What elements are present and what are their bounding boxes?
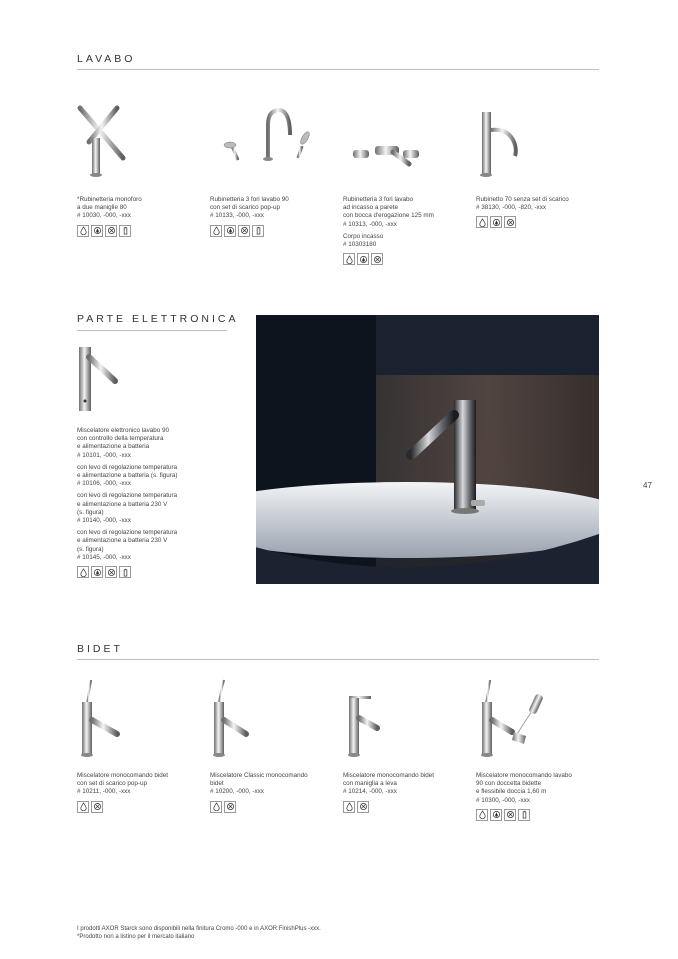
energy-drop-icon [490,216,502,228]
product-description [77,196,207,221]
drain-icon [252,225,264,237]
product-card [77,100,207,237]
energy-drop-icon [91,566,103,578]
feature-icons [77,225,207,237]
product-text: Rubinetteria 3 fori lavabo ad incasso a parete con bocca d'erogazione 125 mm # 10313, -000, -xxx [343,196,434,228]
product-text: Rubinetto 70 senza set di scarico # 38130, -000, -820, -xxx [476,196,569,212]
product-card [210,676,340,813]
faucet-image [343,100,473,196]
water-drop-icon [77,566,89,578]
no-cold-water-icon [504,216,516,228]
product-card [77,676,207,813]
feature-icons [476,809,606,821]
section-divider [77,330,227,331]
water-drop-icon [476,809,488,821]
footer-note [77,925,321,941]
product-text: con levo di regolazione temperatura e alimentazione a batteria 230 V (s. figura) # 10145, -000, -xxx [77,529,178,561]
energy-drop-icon [490,809,502,821]
product-description [210,772,340,797]
product-text: Miscelatore elettronico lavabo 90 con controllo della temperatura e alimentazione a batteria # 10101, -000, -xxx [77,427,170,459]
water-drop-icon [343,801,355,813]
no-cold-water-icon [105,566,117,578]
product-description [476,196,606,212]
faucet-image [77,343,237,427]
energy-drop-icon [224,225,236,237]
energy-drop-icon [357,253,369,265]
faucet-image [343,676,473,772]
water-drop-icon [210,801,222,813]
drain-icon [119,566,131,578]
no-cold-water-icon [371,253,383,265]
product-card [343,676,473,813]
energy-drop-icon [91,225,103,237]
faucet-image [210,676,340,772]
faucet-image [210,100,340,196]
feature-icons [210,225,340,237]
feature-icons [343,253,473,265]
product-photo [256,315,599,584]
feature-icons [476,216,606,228]
product-card [77,343,237,578]
water-drop-icon [77,801,89,813]
drain-icon [518,809,530,821]
product-description [343,196,473,249]
section-title-bidet: BIDET [77,643,123,655]
feature-icons [210,801,340,813]
water-drop-icon [210,225,222,237]
product-text: *Rubinetteria monoforo a due maniglie 80 # 10030, -000, -xxx [77,196,142,220]
feature-icons [77,801,207,813]
product-description [210,196,340,221]
product-text: Miscelatore monocomando bidet con maniglia a leva # 10214, -000, -xxx [343,772,435,796]
no-cold-water-icon [504,809,516,821]
product-description [77,772,207,797]
water-drop-icon [77,225,89,237]
product-card [476,676,606,821]
product-text: con levo di regolazione temperatura e alimentazione a batteria 230 V (s. figura) # 10140, -000, -xxx [77,492,178,525]
footer-line: *Prodotto non a listino per il mercato italiano [77,934,195,940]
faucet-image [77,676,207,772]
product-text: Miscelatore monocomando lavabo 90 con doccetta bidette e flessibile doccia 1,60 m # 10300, -000, -xxx [476,772,572,804]
product-card [343,100,473,265]
product-card [210,100,340,237]
product-text: Corpo incasso # 10303180 [343,232,384,249]
product-description [343,772,473,797]
section-title-lavabo: LAVABO [77,53,136,65]
product-text: Miscelatore Classic monocomando bidet # 10200, -000, -xxx [210,772,308,796]
product-card [476,100,606,228]
no-cold-water-icon [357,801,369,813]
section-title-parte-elettronica: PARTE ELETTRONICA [77,313,239,325]
no-cold-water-icon [224,801,236,813]
section-divider [77,659,599,660]
drain-icon [119,225,131,237]
faucet-image [476,676,606,772]
product-description [77,427,237,562]
product-description [476,772,606,805]
feature-icons [343,801,473,813]
no-cold-water-icon [105,225,117,237]
footer-line: I prodotti AXOR Starck sono disponibili nella finitura Cromo -000 e in AXOR FinishPlus -xxx. [77,926,321,932]
page-number: 47 [643,481,652,490]
water-drop-icon [476,216,488,228]
section-divider [77,69,599,70]
product-text: Rubinetteria 3 fori lavabo 90 con set di scarico pop-up # 10133, -000, -xxx [210,196,289,220]
product-text: con levo di regolazione temperatura e alimentazione a batteria (s. figura) # 10106, -000, -xxx [77,463,178,488]
faucet-image [476,100,606,196]
no-cold-water-icon [238,225,250,237]
faucet-image [77,100,207,196]
water-drop-icon [343,253,355,265]
feature-icons [77,566,237,578]
product-text: Miscelatore monocomando bidet con set di scarico pop-up # 10211, -000, -xxx [77,772,169,796]
no-cold-water-icon [91,801,103,813]
